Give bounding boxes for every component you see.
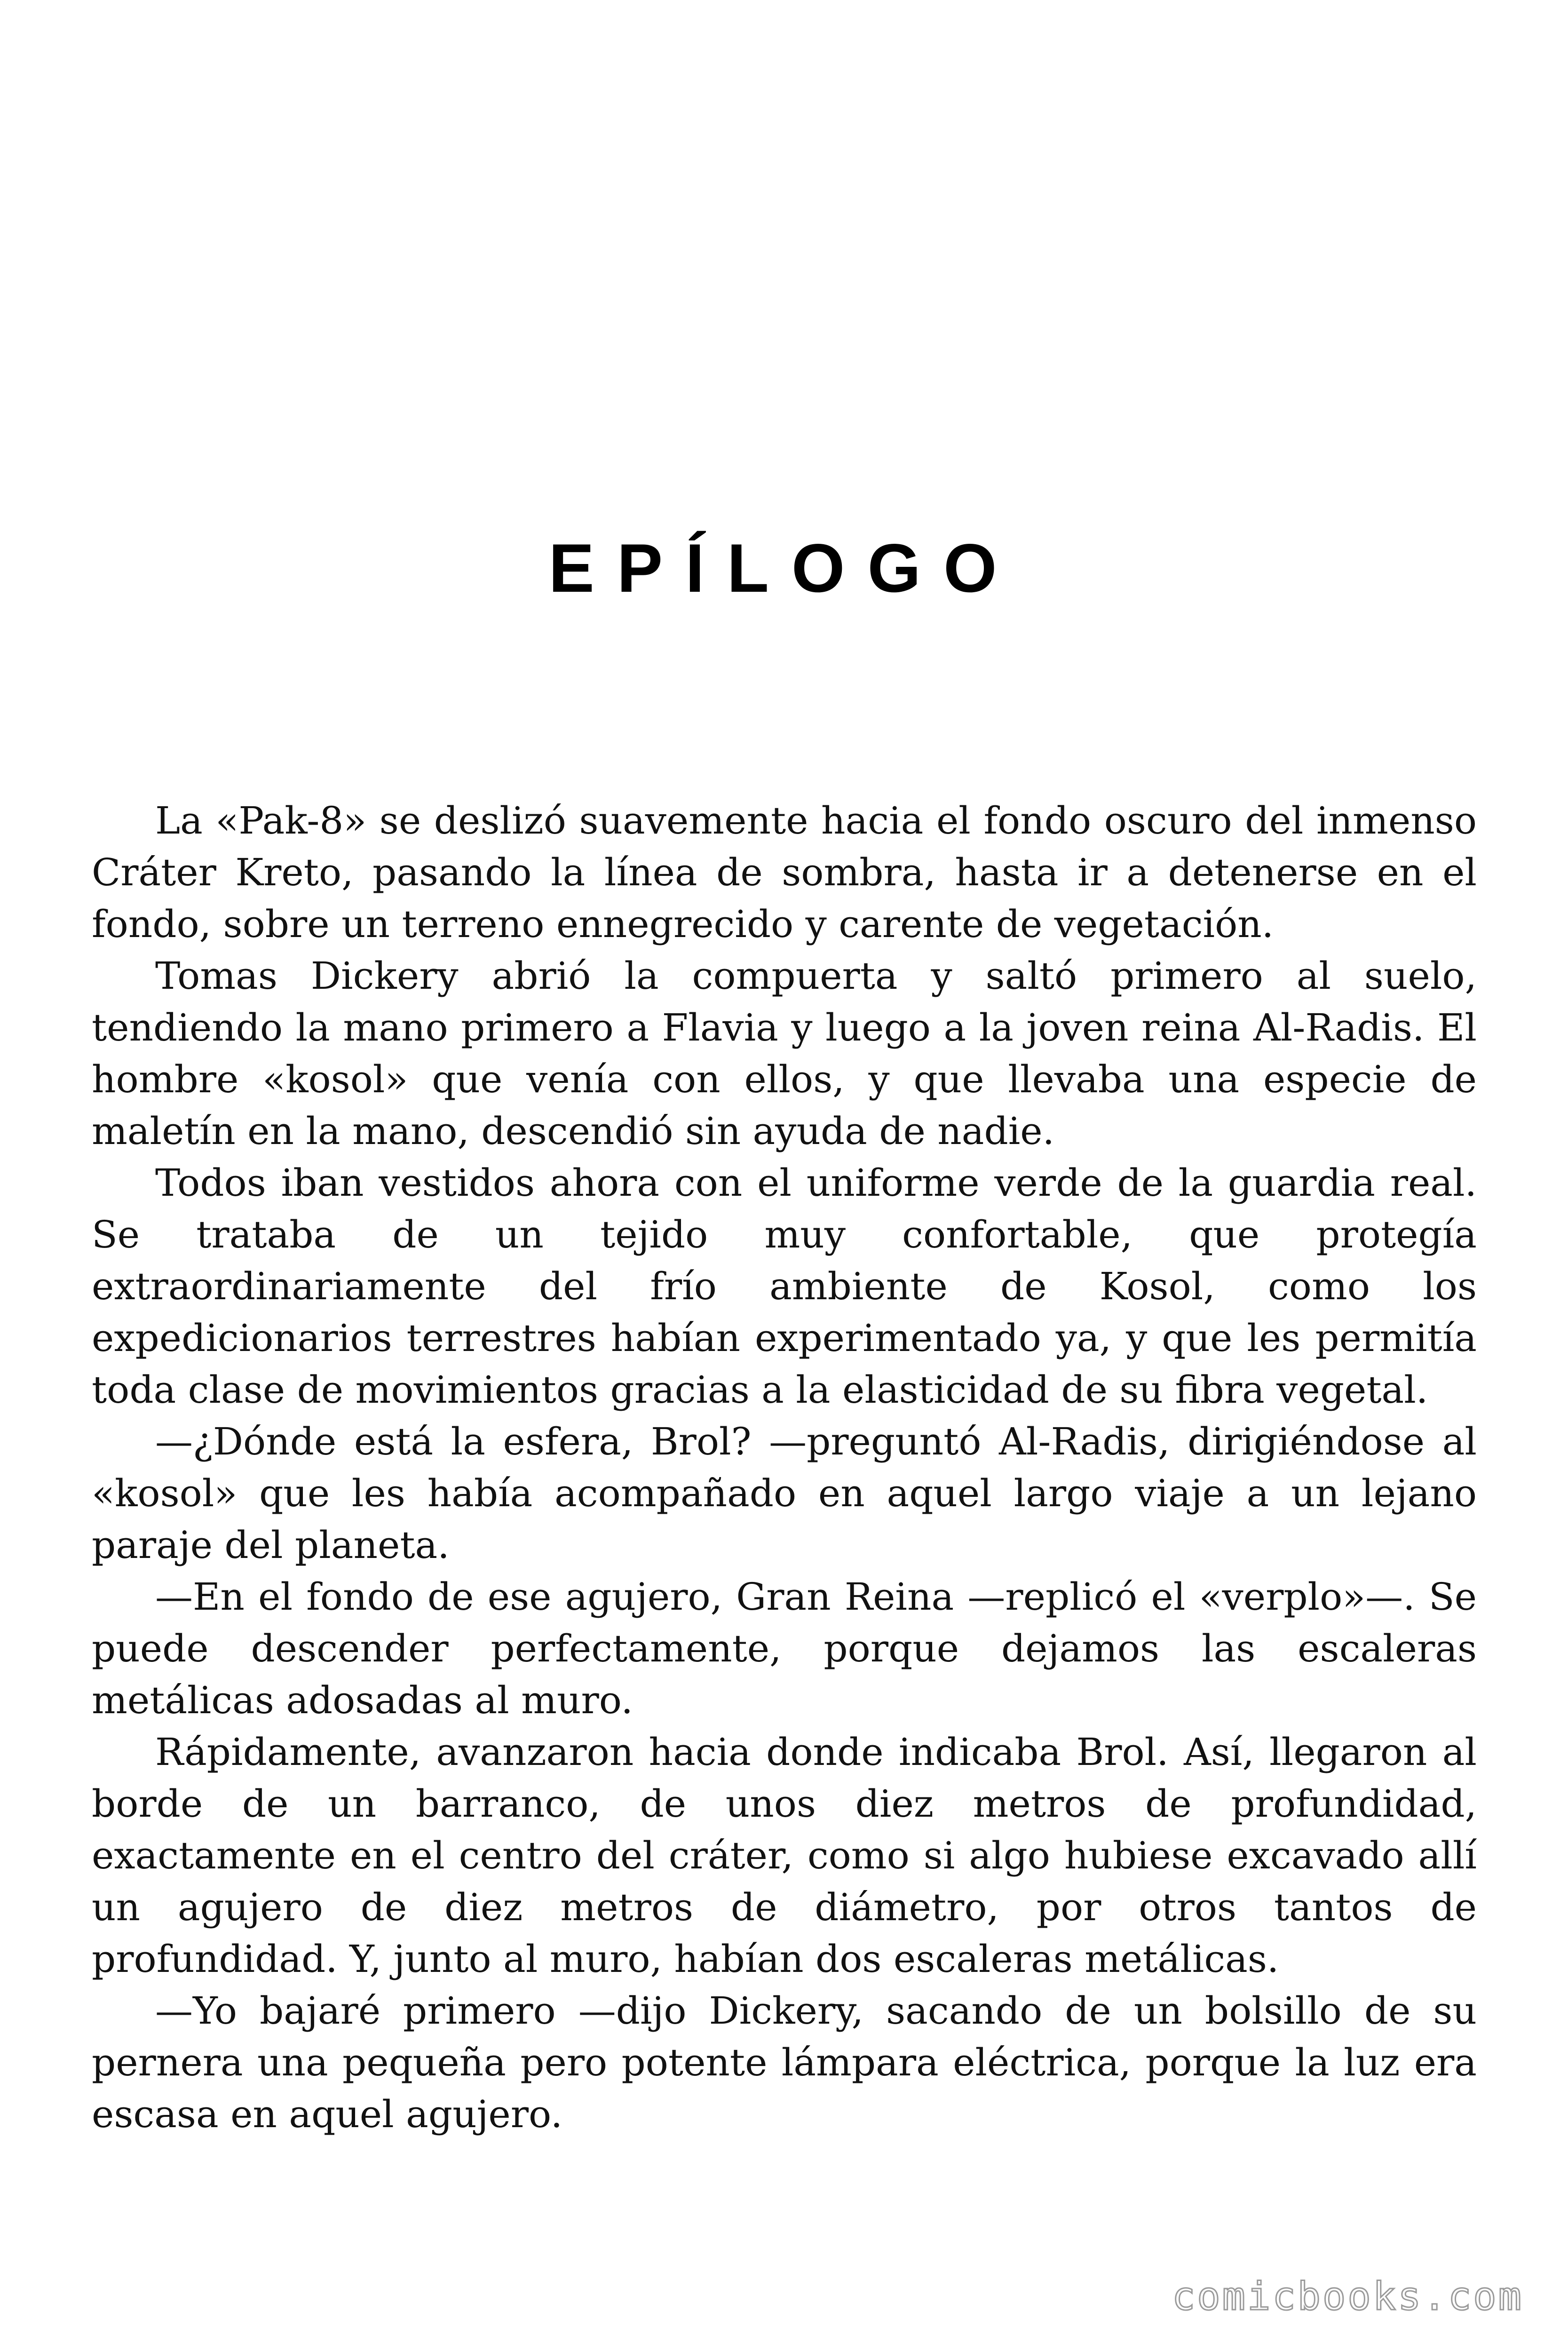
paragraph: La «Pak-8» se deslizó suavemente hacia el fondo oscuro del inmenso Cráter Kreto, pasando la línea de sombra, hasta ir a detenerse en el fondo, sobre un terreno ennegrecido y carente de vegetación.: [92, 799, 1477, 946]
chapter-title: EPÍLOGO: [548, 530, 1020, 606]
paragraph: Todos iban vestidos ahora con el uniforme verde de la guardia real. Se trataba de un tejido muy confortable, que protegía extraordinariamente del frío ambiente de Kosol, como los expedicionarios terrestres habían experimentado ya, y que les permitía toda clase de movimientos gracias a la elasticidad de su fibra vegetal.: [92, 1161, 1477, 1412]
body-text: [92, 795, 1477, 2140]
site-watermark: comicbooks.com: [1172, 2274, 1523, 2319]
paragraph: —En el fondo de ese agujero, Gran Reina —replicó el «verplo»—. Se puede descender perfectamente, porque dejamos las escaleras metálicas adosadas al muro.: [92, 1575, 1477, 1722]
paragraph: —Yo bajaré primero —dijo Dickery, sacando de un bolsillo de su pernera una pequeña pero potente lámpara eléctrica, porque la luz era escasa en aquel agujero.: [92, 1989, 1477, 2136]
paragraph: —¿Dónde está la esfera, Brol? —preguntó Al-Radis, dirigiéndose al «kosol» que les había acompañado en aquel largo viaje a un lejano paraje del planeta.: [92, 1420, 1477, 1567]
paragraph: Rápidamente, avanzaron hacia donde indicaba Brol. Así, llegaron al borde de un barranco, de unos diez metros de profundidad, exactamente en el centro del cráter, como si algo hubiese excavado allí un agujero de diez metros de diámetro, por otros tantos de profundidad. Y, junto al muro, habían dos escaleras metálicas.: [92, 1730, 1477, 1981]
paragraph: Tomas Dickery abrió la compuerta y saltó primero al suelo, tendiendo la mano primero a Flavia y luego a la joven reina Al-Radis. El hombre «kosol» que venía con ellos, y que llevaba una especie de maletín en la mano, descendió sin ayuda de nadie.: [92, 954, 1477, 1153]
